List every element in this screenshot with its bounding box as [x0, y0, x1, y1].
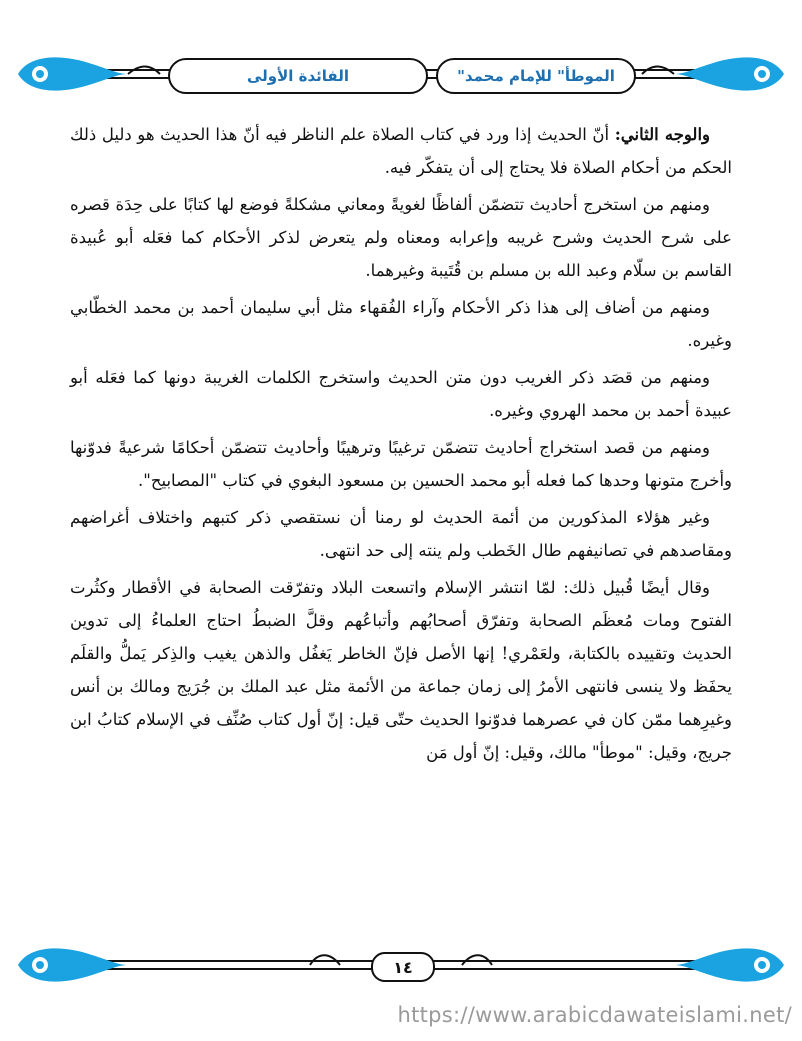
paragraph — [70, 361, 732, 427]
page-header — [0, 48, 802, 100]
paragraph — [70, 118, 732, 184]
book-title: "الموطأ" للإمام محمد — [436, 58, 636, 94]
paragraph-text: ومنهم من استخرج أحاديث تتضمّن ألفاظًا لغويةً ومعاني مشكلةً فوضع لها كتابًا على حِدَة قصره على شرح الحديث وشرح غريبه وإعرابه ومعناه ولم يتعرض لذكر الأحكام كما فعَله أبو عُبيدة القاسم بن سلّام وعبد الله بن مسلم بن قُتَيبة وغيرهما. — [70, 195, 732, 280]
paragraph-lead: والوجه الثاني: — [614, 125, 710, 144]
page-body — [70, 118, 732, 773]
paragraph-text: أنّ الحديث إذا ورد في كتاب الصلاة علم الناظر فيه أنّ هذا الحديث هو دليل ذلك الحكم من أحكام الصلاة فلا يحتاج إلى أن يتفكّر فيه. — [70, 125, 732, 177]
paragraph — [70, 291, 732, 357]
page-footer — [0, 940, 802, 990]
page-number: ١٤ — [371, 952, 435, 982]
section-title: الفائدة الأولى — [168, 58, 428, 94]
paragraph-text: ومنهم من أضاف إلى هذا ذكر الأحكام وآراء الفُقهاء مثل أبي سليمان أحمد بن محمد الخطّابي وغيره. — [70, 298, 732, 350]
watermark-url: https://www.arabicdawateislami.net/ — [397, 1003, 792, 1027]
paragraph — [70, 501, 732, 567]
paragraph — [70, 431, 732, 497]
paragraph-text: وغير هؤلاء المذكورين من أئمة الحديث لو رمنا أن نستقصي ذكر كتبهم واختلاف أغراضهم ومقاصدهم في تصانيفهم طال الخَطب ولم ينته إلى حد انتهى. — [70, 508, 732, 560]
paragraph-text: ومنهم من قصَد ذكر الغريب دون متن الحديث واستخرج الكلمات الغريبة دونها كما فعَله أبو عبيدة أحمد بن محمد الهروي وغيره. — [70, 368, 732, 420]
paragraph — [70, 188, 732, 287]
paragraph-text: ومنهم من قصد استخراج أحاديث تتضمّن ترغيبًا وترهيبًا وأحاديث تتضمّن أحكامًا شرعيةً فدوّنها وأخرج متونها وحدها كما فعله أبو محمد الحسين بن مسعود البغوي في كتاب "المصابيح". — [70, 438, 732, 490]
paragraph-text: وقال أيضًا قُبيل ذلك: لمّا انتشر الإسلام واتسعت البلاد وتفرّقت الصحابة في الأقطار وكثُرت الفتوح ومات مُعظَم الصحابة وتفرّق أصحابُهم وأتباعُهم وقلَّ الضبطُ احتاج العلماءُ إلى تدوين الحديث وتقييده بالكتابة، ولعَمْري! إنها الأصل فإنّ الخاطر يَغفُل والذهن يغيب والذِكر يَملُّ والقلَم يحفَظ ولا ينسى فانتهى الأمرُ إلى زمان جماعة من الأئمة مثل عبد الملك بن جُرَيج ومالك بن أنس وغيرِهما ممّن كان في عصرهما فدوّنوا الحديث حتّى قيل: إنّ أول كتاب صُنِّف في الإسلام كتابُ ابن جريج، وقيل: "موطأ" مالك، وقيل: إنّ أول مَن — [70, 578, 732, 762]
paragraph — [70, 571, 732, 769]
